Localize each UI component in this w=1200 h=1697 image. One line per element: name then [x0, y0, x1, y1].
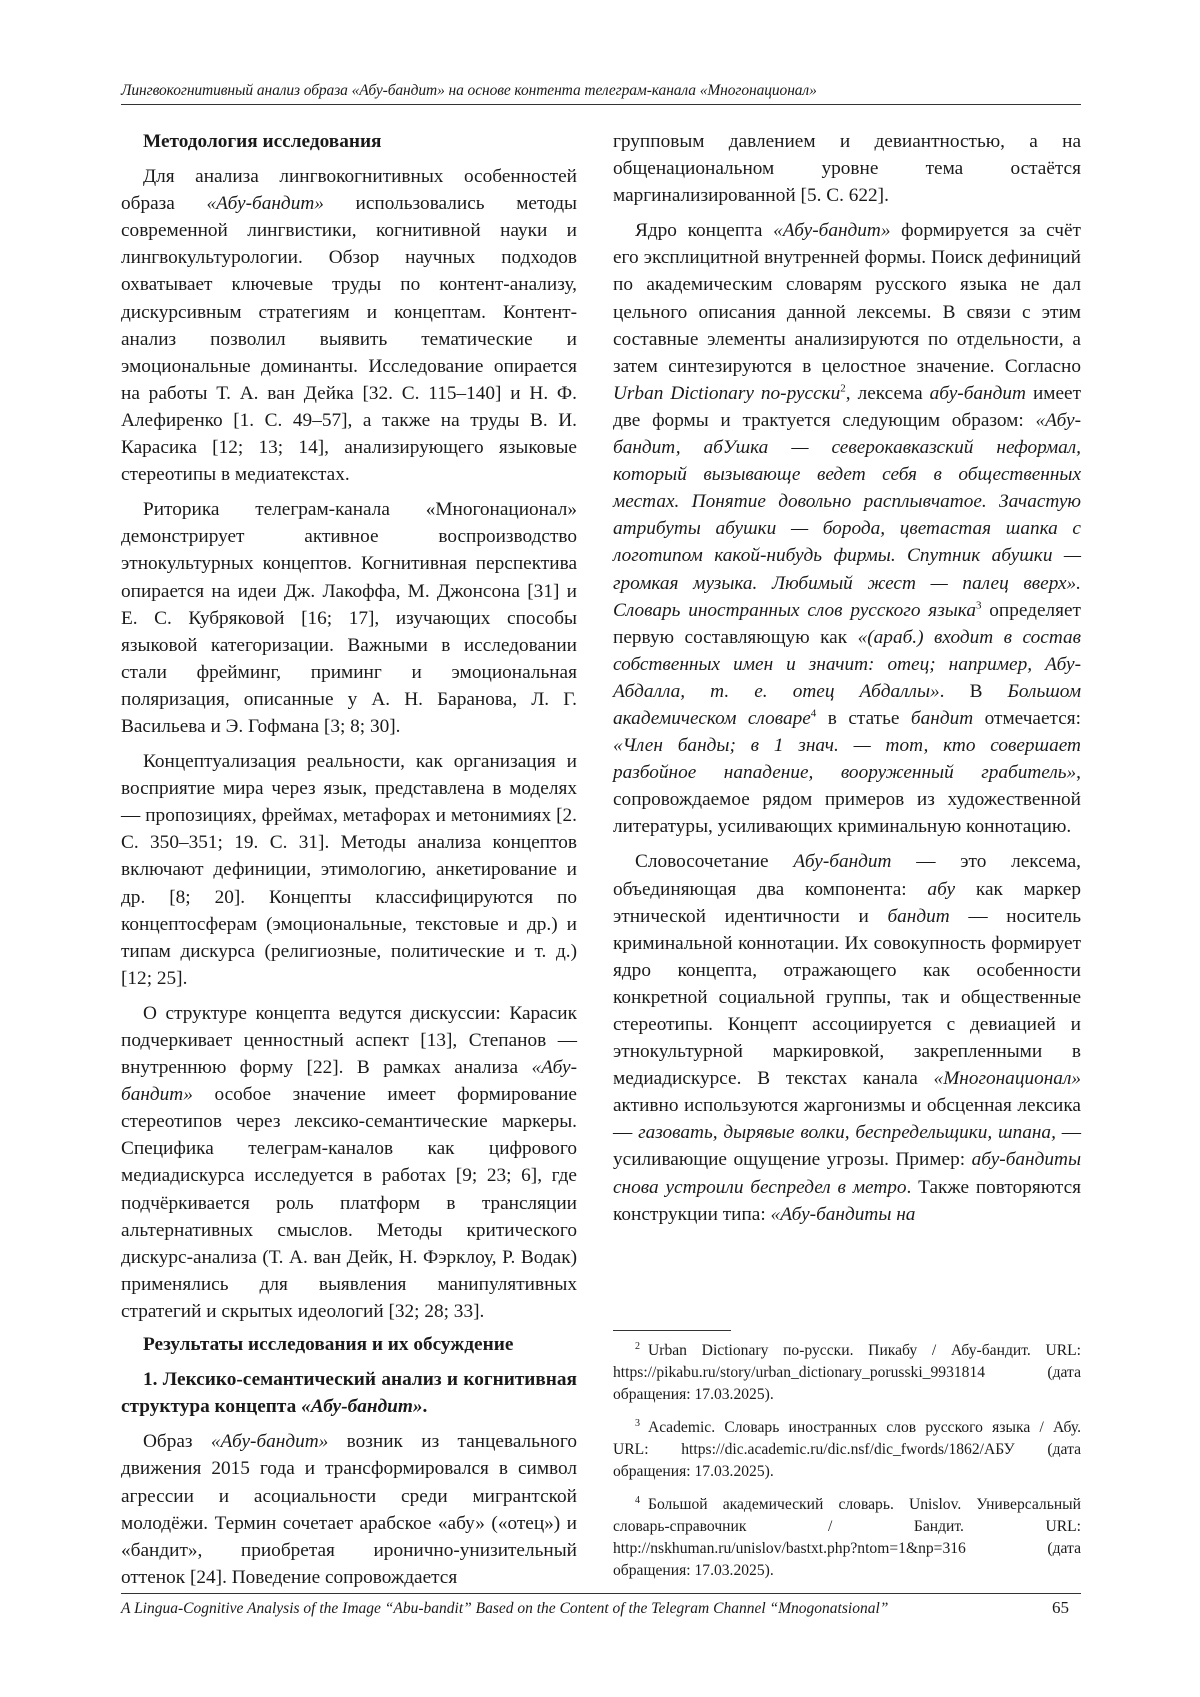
- page-number: 65: [1052, 1598, 1069, 1617]
- paragraph: Для анализа лингвокогнитивных особенностей образа «Абу-бандит» использовались методы современной лингвистики, когнитивной науки и лингвокультурологии. Обзор научных подходов охватывает ключевые труды по контент-анализу, дискурсивным стратегиям и концептам. Контент-анализ позволил выявить тематические и эмоциональные доминанты. Исследование опирается на работы Т. А. ван Дейка [32. С. 115–140] и Н. Ф. Алефиренко [1. С. 49–57], а также на труды В. И. Карасика [12; 13; 14], анализирующего языковые стереотипы в медиатекстах.: [121, 166, 577, 486]
- paragraph: Концептуализация реальности, как организация и восприятие мира через язык, представлена в моделях — пропозициях, фреймах, метафорах и метонимиях [2. С. 350–351; 19. С. 31]. Методы анализа концептов включают дефиниции, этимологию, анкетирование и др. [8; 20]. Концепты классифицируются по концептосферам (эмоциональные, текстовые и др.) и типам дискурса (религиозные, политические и т. д.) [12; 25].: [121, 751, 577, 989]
- paragraph: Образ «Абу-бандит» возник из танцевального движения 2015 года и трансформировался в символ агрессии и асоциальности среди мигрантской молодёжи. Термин сочетает арабское «абу» («отец») и «бандит», приобретая иронично-унизительный оттенок [24]. Поведение сопровождается: [121, 1431, 577, 1588]
- footnote: $^2$ Urban Dictionary по-русски. Пикабу / Абу-бандит. URL: https://pikabu.ru/story/urban_dictionary_porusski_9931814 (дата обращения: 17.03.2025).: [613, 1340, 1081, 1403]
- paragraph: О структуре концепта ведутся дискуссии: Карасик подчеркивает ценностный аспект [13], Степанов — внутреннюю форму [22]. В рамках анализа «Абу-бандит» особое значение имеет формирование стереотипов через лексико-семантические маркеры. Специфика телеграм-каналов как цифрового медиадискурса исследуется в работах [9; 23; 6], где подчёркивается роль платформ в трансляции альтернативных смыслов. Методы критического дискурс-анализа (Т. А. ван Дейк, Н. Фэрклоу, Р. Водак) применялись для выявления манипулятивных стратегий и скрытых идеологий [32; 28; 33].: [121, 1002, 577, 1322]
- paragraph: Словосочетание Абу-бандит — это лексема, объединяющая два компонента: абу как маркер этнической идентичности и бандит — носитель криминальной коннотации. Их совокупность формирует ядро концепта, отражающего как особенности конкретной социальной группы, так и общественные стереотипы. Концепт ассоциируется с девиацией и этнокультурной маркировкой, закрепленными в медиадискурсе. В текстах канала «Многонационал» активно используются жаргонизмы и обсценная лексика — газовать, дырявые волки, беспредельщики, шпана, — усиливающие ощущение угрозы. Пример: абу-бандиты снова устроили беспредел в метро. Также повторяются конструкции типа: «Абу-бандиты на: [613, 851, 1082, 1225]
- left-column: [121, 128, 577, 1591]
- footnotes: [613, 1340, 1081, 1593]
- footnote: $^4$ Большой академический словарь. Unislov. Универсальный словарь-справочник / Бандит. URL: http://nskhuman.ru/unislov/bastxt.php?ntom=1&np=316 (дата обращения: 17.03.2025).: [613, 1494, 1081, 1579]
- subsection-heading: 1. Лексико-семантический анализ и когнитивная структура концепта «Абу-бандит».: [121, 1369, 577, 1418]
- running-head: Лингвокогнитивный анализ образа «Абу-бандит» на основе контента телеграм-канала «Многонационал»: [121, 82, 817, 99]
- running-foot: A Lingua-Cognitive Analysis of the Image “Abu-bandit” Based on the Content of the Telegram Channel “Mnogonatsional”: [121, 1600, 889, 1617]
- footnote: $^3$ Academic. Словарь иностранных слов русского языка / Абу. URL: https://dic.academic.ru/dic.nsf/dic_fwords/1862/АБУ (дата обращения: 17.03.2025).: [613, 1417, 1081, 1480]
- right-column: [613, 128, 1081, 1228]
- header-rule: [121, 104, 1081, 105]
- footnote-ref[interactable]: 4: [810, 707, 817, 720]
- section-heading-results: Результаты исследования и их обсуждение: [143, 1334, 514, 1356]
- footnote-rule: [613, 1330, 731, 1331]
- section-heading-methodology: Методология исследования: [143, 131, 382, 152]
- footer-rule: [121, 1593, 1081, 1594]
- paragraph-continued: групповым давлением и девиантностью, а на общенациональном уровне тема остаётся маргинализированной [5. С. 622].: [613, 131, 1081, 207]
- paragraph: Риторика телеграм-канала «Многонационал» демонстрирует активное воспроизводство этнокультурных концептов. Когнитивная перспектива опирается на идеи Дж. Лакоффа, М. Джонсона [31] и Е. С. Кубряковой [16; 17], изучающих способы языковой категоризации. Важными в исследовании стали фрейминг, приминг и эмоциональная поляризация, описанные у А. Н. Баранова, Л. Г. Васильева и Э. Гофмана [3; 8; 30].: [121, 499, 577, 737]
- footnote-ref[interactable]: 3: [975, 599, 982, 612]
- paragraph: Ядро концепта «Абу-бандит» формируется за счёт его эксплицитной внутренней формы. Поиск дефиниций по академическим словарям русского языка не дал цельного описания данной лексемы. В связи с этим составные элементы анализируются по отдельности, а затем синтезируются в целостное значение. Согласно Urban Dictionary по-русски$^2$, лексема абу-бандит имеет две формы и трактуется следующим образом: «Абу-бандит, абУшка — северокавказский неформал, который вызывающе ведет себя в общественных местах. Понятие довольно расплывчатое. Зачастую атрибуты абушки — борода, цветастая шапка с логотипом какой-нибудь фирмы. Спутник абушки — громкая музыка. Любимый жест — палец вверх». Словарь иностранных слов русского языка$^3$ определяет первую составляющую как «(араб.) входит в состав собственных имен и значит: отец; например, Абу-Абдалла, т. е. отец Абдаллы». В Большом академическом словаре$^4$ в статье бандит отмечается: «Член банды; в 1 знач. — тот, кто совершает разбойное нападение, вооруженный грабитель», сопровождаемое рядом примеров из художественной литературы, усиливающих криминальную коннотацию.: [613, 220, 1082, 838]
- footnote-ref[interactable]: 2: [840, 382, 846, 395]
